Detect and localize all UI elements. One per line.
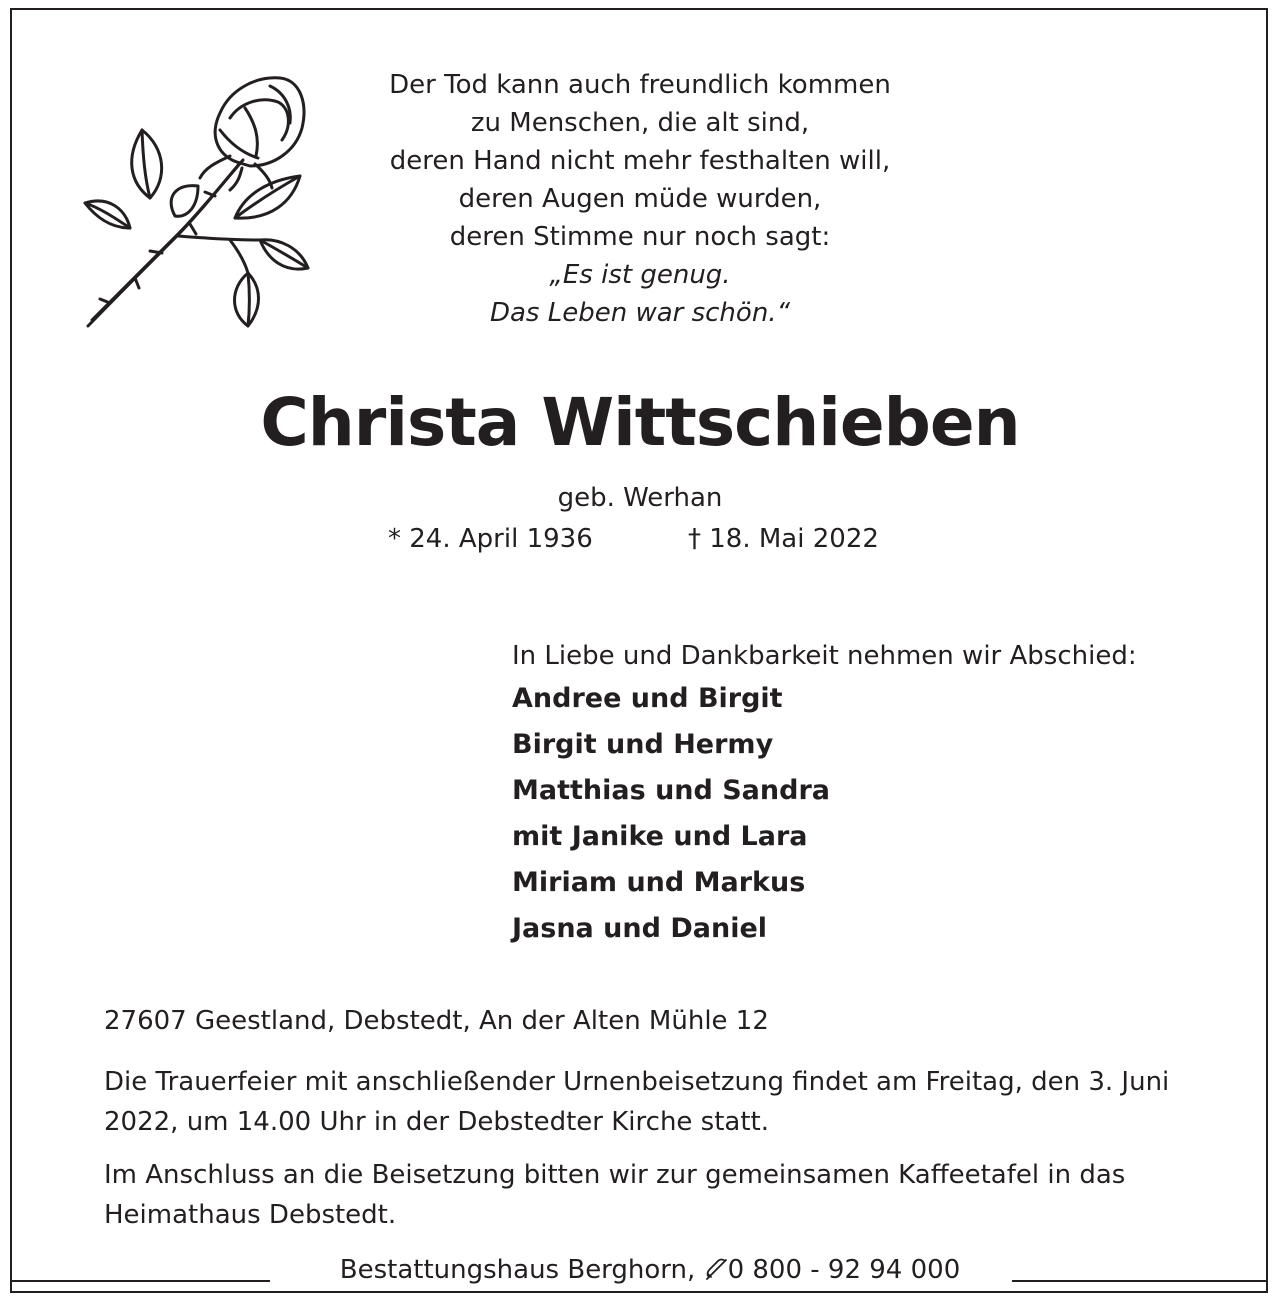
poem-line: deren Augen müde wurden, bbox=[458, 184, 822, 214]
family-member: Jasna und Daniel bbox=[512, 913, 768, 944]
poem-line: deren Stimme nur noch sagt: bbox=[449, 222, 831, 252]
family-member: mit Janike und Lara bbox=[512, 821, 808, 852]
family-intro: In Liebe und Dankbarkeit nehmen wir Abschied: bbox=[512, 641, 1137, 671]
death-date: † 18. Mai 2022 bbox=[688, 524, 879, 554]
deceased-name: Christa Wittschieben bbox=[260, 384, 1020, 461]
rose-icon bbox=[80, 68, 315, 333]
telephone-icon bbox=[704, 1257, 728, 1281]
birth-date: * 24. April 1936 bbox=[388, 524, 593, 554]
poem bbox=[330, 66, 950, 332]
poem-quote-line: Das Leben war schön.“ bbox=[489, 298, 791, 328]
poem-line: deren Hand nicht mehr festhalten will, bbox=[389, 146, 891, 176]
undertaker-name: Bestattungshaus Berghorn, bbox=[339, 1255, 696, 1285]
coffee-notice: Im Anschluss an die Beisetzung bitten wir zur gemeinsamen Kaffeetafel in das Heimathaus Debstedt. bbox=[104, 1160, 1126, 1230]
footer-rule-left bbox=[12, 1280, 270, 1282]
poem-line: zu Menschen, die alt sind, bbox=[470, 108, 810, 138]
family-member: Miriam und Markus bbox=[512, 867, 806, 898]
birth-name: geb. Werhan bbox=[557, 483, 723, 513]
family-member: Andree und Birgit bbox=[512, 683, 783, 714]
ceremony-notice: Die Trauerfeier mit anschließender Urnenbeisetzung findet am Freitag, den 3. Juni 2022, um 14.00 Uhr in der Debstedter Kirche statt. bbox=[104, 1067, 1170, 1137]
family-member: Matthias und Sandra bbox=[512, 775, 830, 806]
family-member: Birgit und Hermy bbox=[512, 729, 774, 760]
footer-rule-right bbox=[1012, 1280, 1268, 1282]
poem-quote-line: „Es ist genug. bbox=[549, 260, 731, 290]
phone-number[interactable]: 0 800 - 92 94 000 bbox=[727, 1255, 961, 1285]
footer bbox=[10, 1250, 1268, 1290]
poem-line: Der Tod kann auch freundlich kommen bbox=[389, 70, 891, 100]
family-section bbox=[512, 636, 1232, 952]
undertaker-line bbox=[310, 1250, 990, 1290]
address: 27607 Geestland, Debstedt, An der Alten Mühle 12 bbox=[104, 1006, 769, 1036]
